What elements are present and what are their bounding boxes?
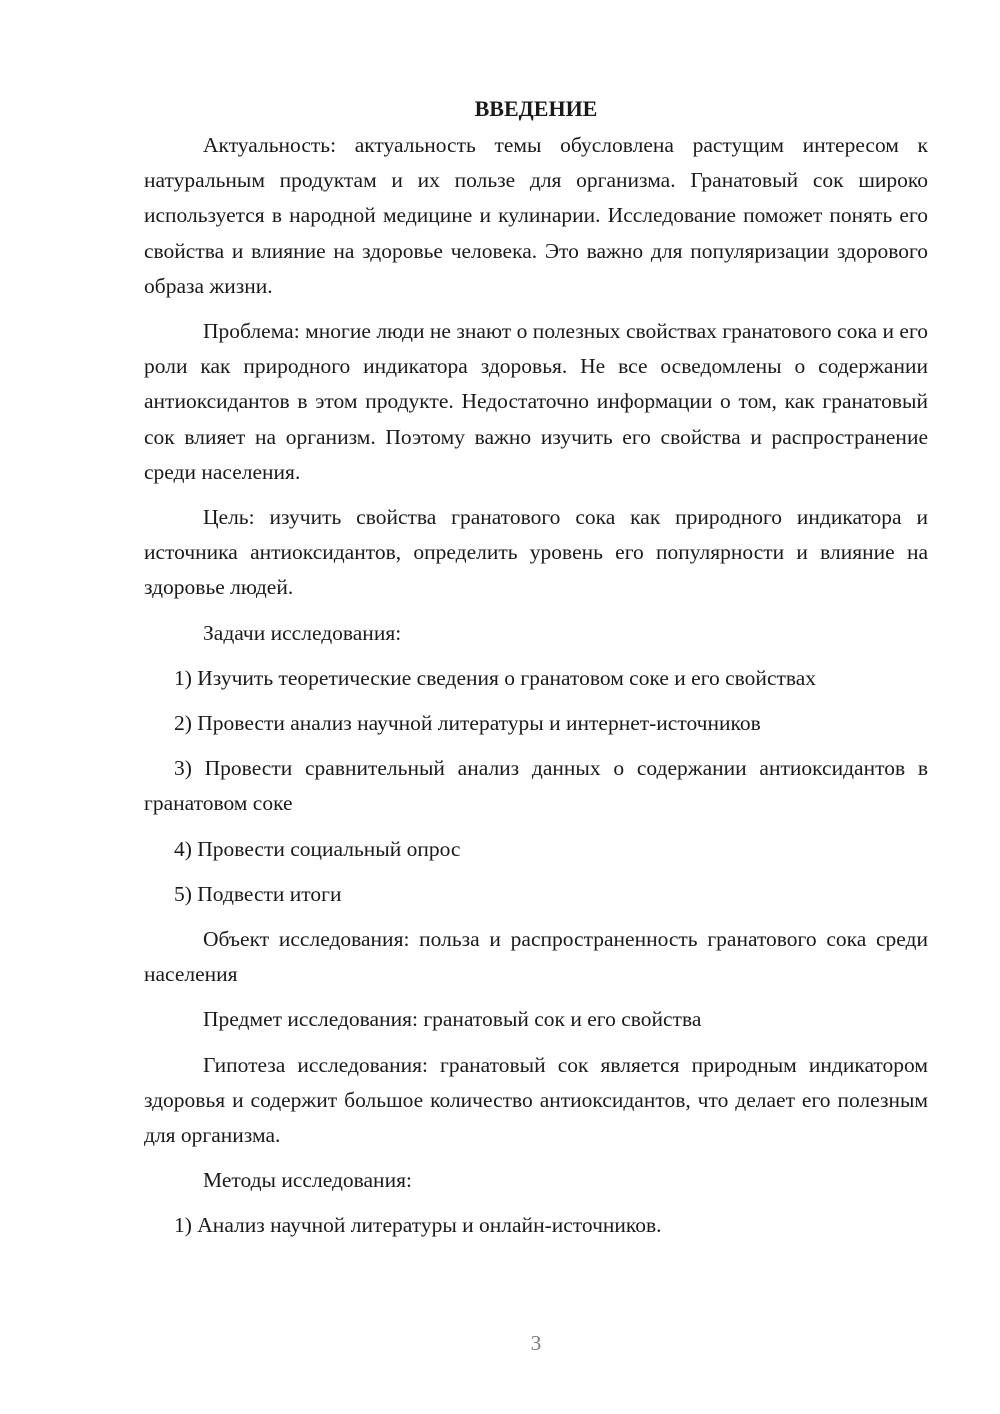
task-item-2: 2) Провести анализ научной литературы и интернет-источников [174,711,761,736]
task-item-4: 4) Провести социальный опрос [174,836,461,861]
paragraph-object: Объект исследования: польза и распространенность гранатового сока среди населения [144,927,928,987]
paragraph-subject: Предмет исследования: гранатовый сок и его свойства [203,1007,702,1032]
document-page [144,92,928,1254]
task-item-1: 1) Изучить теоретические сведения о гранатовом соке и его свойствах [174,665,817,690]
paragraph-hypothesis: Гипотеза исследования: гранатовый сок является природным индикатором здоровья и содержит большое количество антиоксидантов, что делает его полезным для организма. [144,1052,928,1148]
paragraph-relevance: Актуальность: актуальность темы обусловлена растущим интересом к натуральным продуктам и их пользе для организма. Гранатовый сок широко используется в народной медицине и кулинарии. Исследование поможет понять его свойства и влияние на здоровье человека. Это важно для популяризации здорового образа жизни. [144,133,928,298]
task-item-5: 5) Подвести итоги [174,881,342,906]
tasks-heading: Задачи исследования: [203,620,402,645]
methods-heading: Методы исследования: [203,1168,412,1193]
paragraph-problem: Проблема: многие люди не знают о полезных свойствах гранатового сока и его роли как природного индикатора здоровья. Не все осведомлены о содержании антиоксидантов в этом продукте. Недостаточно информации о том, как гранатовый сок влияет на организм. Поэтому важно изучить его свойства и распространение среди населения. [144,319,928,484]
page-number: 3 [530,1331,542,1355]
paragraph-goal: Цель: изучить свойства гранатового сока как природного индикатора и источника антиоксидантов, определить уровень его популярности и влияние на здоровье людей. [144,505,928,600]
task-item-3: 3) Провести сравнительный анализ данных о содержании антиоксидантов в гранатовом соке [144,756,928,816]
page-title: ВВЕДЕНИЕ [474,96,598,121]
method-item-1: 1) Анализ научной литературы и онлайн-источников. [174,1213,662,1238]
